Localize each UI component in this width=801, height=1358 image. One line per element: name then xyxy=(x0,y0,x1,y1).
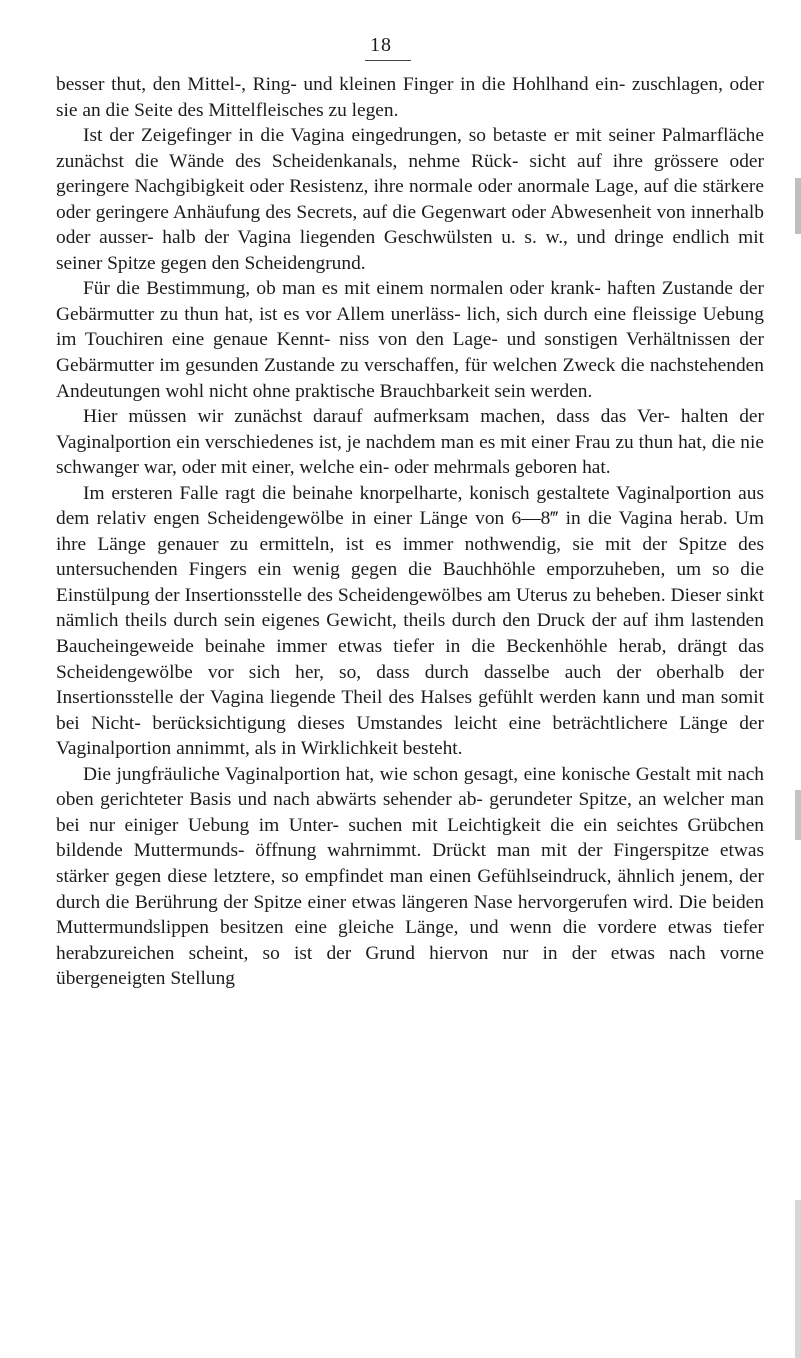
page-number-underline xyxy=(365,60,411,61)
body-text xyxy=(56,72,764,992)
paragraph: Die jungfräuliche Vaginalportion hat, wie schon gesagt, eine konische Gestalt mit nach oben gerichteter Basis und nach abwärts sehender ab- gerundeter Spitze, an welcher man bei nur einiger Uebung im Unter- suchen mit Leichtigkeit die ein seichtes Grübchen bildende Muttermunds- öffnung wahrnimmt. Drückt man mit der Fingerspitze etwas stärker gegen diese letztere, so empfindet man einen Gefühlseindruck, ähnlich jenem, der durch die Berührung der Spitze einer etwas längeren Nase hervorgerufen wird. Die beiden Muttermundslippen besitzen eine gleiche Länge, und wenn die vordere etwas tiefer herabzureichen scheint, so ist der Grund hiervon nur in der etwas nach vorne übergeneigten Stellung xyxy=(56,763,764,990)
scan-edge-shadow xyxy=(795,790,801,840)
paragraph: Im ersteren Falle ragt die beinahe knorpelharte, konisch gestaltete Vaginalportion aus dem relativ engen Scheidengewölbe in einer Länge von 6—8‴ in die Vagina herab. Um ihre Länge genauer zu ermitteln, ist es immer nothwendig, sie mit der Spitze des untersuchenden Fingers ein wenig gegen die Bauchhöhle emporzuheben, um so die Einstülpung der Insertionsstelle des Scheidengewölbes am Uterus zu beheben. Dieser sinkt nämlich theils durch sein eigenes Gewicht, theils durch den Druck der auf ihm lastenden Baucheingeweide beinahe immer etwas tiefer in die Beckenhöhle herab, drängt das Scheidengewölbe vor sich her, so, dass durch dasselbe auch der oberhalb der Insertionsstelle der Vagina liegende Theil des Halses gefühlt werden kann und man somit bei Nicht- berücksichtigung dieses Umstandes leicht eine beträchtlichere Länge der Vaginalportion annimmt, als in Wirklichkeit besteht. xyxy=(56,482,764,760)
scan-edge-shadow xyxy=(795,178,801,234)
paragraph: Ist der Zeigefinger in die Vagina eingedrungen, so betaste er mit seiner Palmarfläche zunächst die Wände des Scheidenkanals, nehme Rück- sicht auf ihre grössere oder geringere Nachgibigkeit oder Resistenz, ihre normale oder anormale Lage, auf die stärkere oder geringere Anhäufung des Secrets, auf die Gegenwart oder Abwesenheit von innerhalb oder ausser- halb der Vagina liegenden Geschwülsten u. s. w., und dringe endlich mit seiner Spitze gegen den Scheidengrund. xyxy=(56,125,764,274)
scan-edge-shadow xyxy=(795,1200,801,1358)
page-number: 18 xyxy=(370,34,392,56)
paragraph: Hier müssen wir zunächst darauf aufmerksam machen, dass das Ver- halten der Vaginalportion ein verschiedenes ist, je nachdem man es mit einer Frau zu thun hat, die nie schwanger war, oder mit einer, welche ein- oder mehrmals geboren hat. xyxy=(56,406,764,479)
paragraph: Für die Bestimmung, ob man es mit einem normalen oder krank- haften Zustande der Gebärmutter zu thun hat, ist es vor Allem unerläss- lich, sich durch eine fleissige Uebung im Touchiren eine genaue Kennt- niss von den Lage- und sonstigen Verhältnissen der Gebärmutter im gesunden Zustande zu verschaffen, für welchen Zweck die nachstehenden Andeutungen wohl nicht ohne praktische Brauchbarkeit sein werden. xyxy=(56,278,764,402)
paragraph-continuation: besser thut, den Mittel-, Ring- und kleinen Finger in die Hohlhand ein- zuschlagen, oder sie an die Seite des Mittelfleisches zu legen. xyxy=(56,74,764,121)
